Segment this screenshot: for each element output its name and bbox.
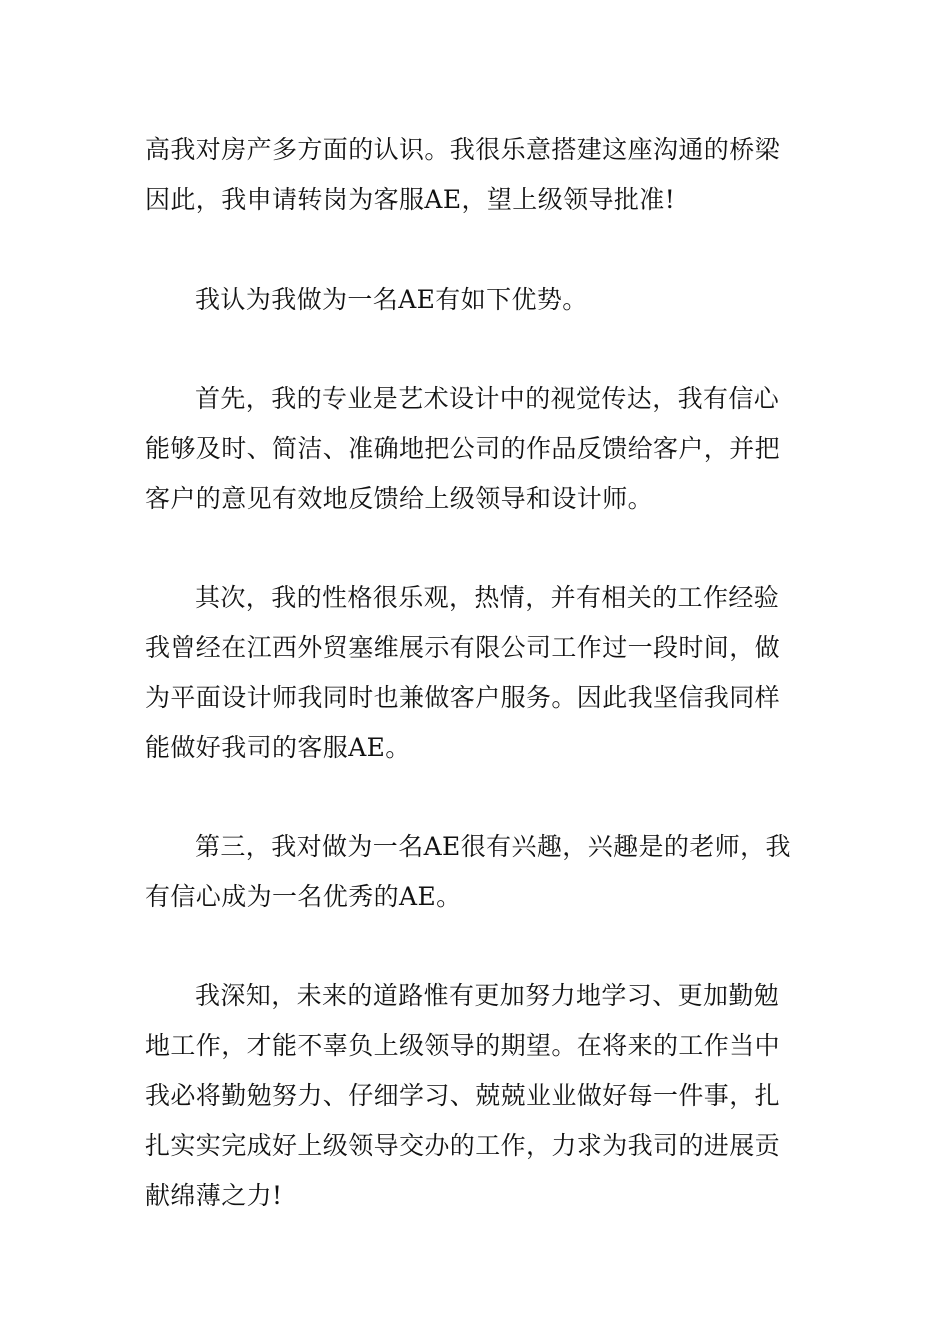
text-line: 因此，我申请转岗为客服AE，望上级领导批准! <box>145 185 676 214</box>
text-line: 其次，我的性格很乐观，热情，并有相关的工作经验 <box>195 583 780 612</box>
text-line: 客户的意见有效地反馈给上级领导和设计师。 <box>145 484 654 513</box>
text-line: 扎实实完成好上级领导交办的工作，力求为我司的进展贡 <box>145 1131 781 1160</box>
text-line: 我认为我做为一名AE有如下优势。 <box>195 285 588 314</box>
text-line: 第三，我对做为一名AE很有兴趣，兴趣是的老师，我 <box>195 832 791 861</box>
paragraph-advantages-intro <box>145 275 810 325</box>
paragraph-second-advantage <box>145 573 810 773</box>
text-line: 有信心成为一名优秀的AE。 <box>145 882 462 911</box>
text-line: 为平面设计师我同时也兼做客户服务。因此我坚信我同样 <box>145 683 781 712</box>
text-line: 我深知，未来的道路惟有更加努力地学习、更加勤勉 <box>195 981 780 1010</box>
paragraph-first-advantage <box>145 374 810 524</box>
text-line: 能做好我司的客服AE。 <box>145 733 411 762</box>
text-line: 我必将勤勉努力、仔细学习、兢兢业业做好每一件事，扎 <box>145 1081 781 1110</box>
paragraph-third-advantage <box>145 822 810 922</box>
text-line: 首先，我的专业是艺术设计中的视觉传达，我有信心 <box>195 384 780 413</box>
text-line: 我曾经在江西外贸塞维展示有限公司工作过一段时间，做 <box>145 633 781 662</box>
paragraph-closing-request <box>145 125 810 225</box>
text-line: 能够及时、简洁、准确地把公司的作品反馈给客户，并把 <box>145 434 781 463</box>
text-line: 高我对房产多方面的认识。我很乐意搭建这座沟通的桥梁 <box>145 135 781 164</box>
paragraph-conclusion <box>145 971 810 1221</box>
text-line: 地工作，才能不辜负上级领导的期望。在将来的工作当中 <box>145 1031 781 1060</box>
text-line: 献绵薄之力! <box>145 1181 283 1210</box>
